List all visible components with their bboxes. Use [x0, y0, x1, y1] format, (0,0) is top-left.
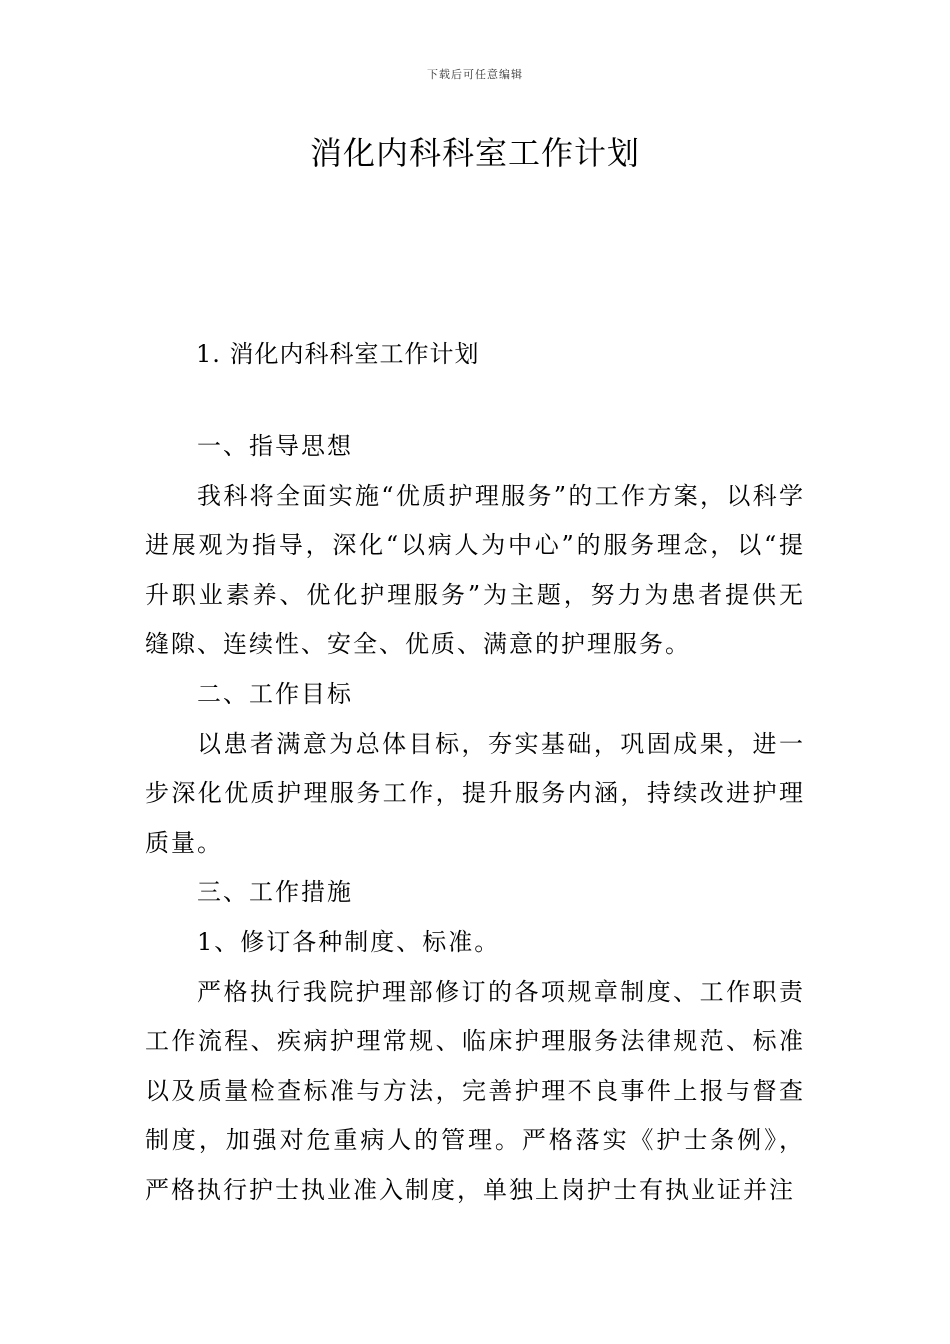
- subheading-revise-standards: 1、修订各种制度、标准。: [197, 927, 501, 956]
- document-body: [145, 422, 805, 1216]
- heading-guiding-ideology: 一、指导思想: [197, 432, 353, 460]
- document-title: 消化内科科室工作计划: [309, 134, 640, 172]
- section-title: 1. 消化内科科室工作计划: [196, 340, 480, 368]
- header-note: 下载后可任意编辑: [427, 68, 523, 81]
- paragraph-guiding-ideology: 我科将全面实施“优质护理服务”的工作方案，以科学进展观为指导，深化“以病人为中心”的服务理念，以“提升职业素养、优化护理服务”为主题，努力为患者提供无缝隙、连续性、安全、优质、满意的护理服务。: [145, 481, 805, 659]
- heading-work-goals: 二、工作目标: [197, 679, 353, 708]
- paragraph-work-goals: 以患者满意为总体目标，夯实基础，巩固成果，进一步深化优质护理服务工作，提升服务内涵，持续改进护理质量。: [145, 729, 805, 857]
- heading-work-measures: 三、工作措施: [197, 878, 353, 907]
- paragraph-revise-standards: 严格执行我院护理部修订的各项规章制度、工作职责工作流程、疾病护理常规、临床护理服务法律规范、标准以及质量检查标准与方法，完善护理不良事件上报与督查制度，加强对危重病人的管理。严格落实《护士条例》，严格执行护士执业准入制度，单独上岗护士有执业证并注: [145, 977, 805, 1204]
